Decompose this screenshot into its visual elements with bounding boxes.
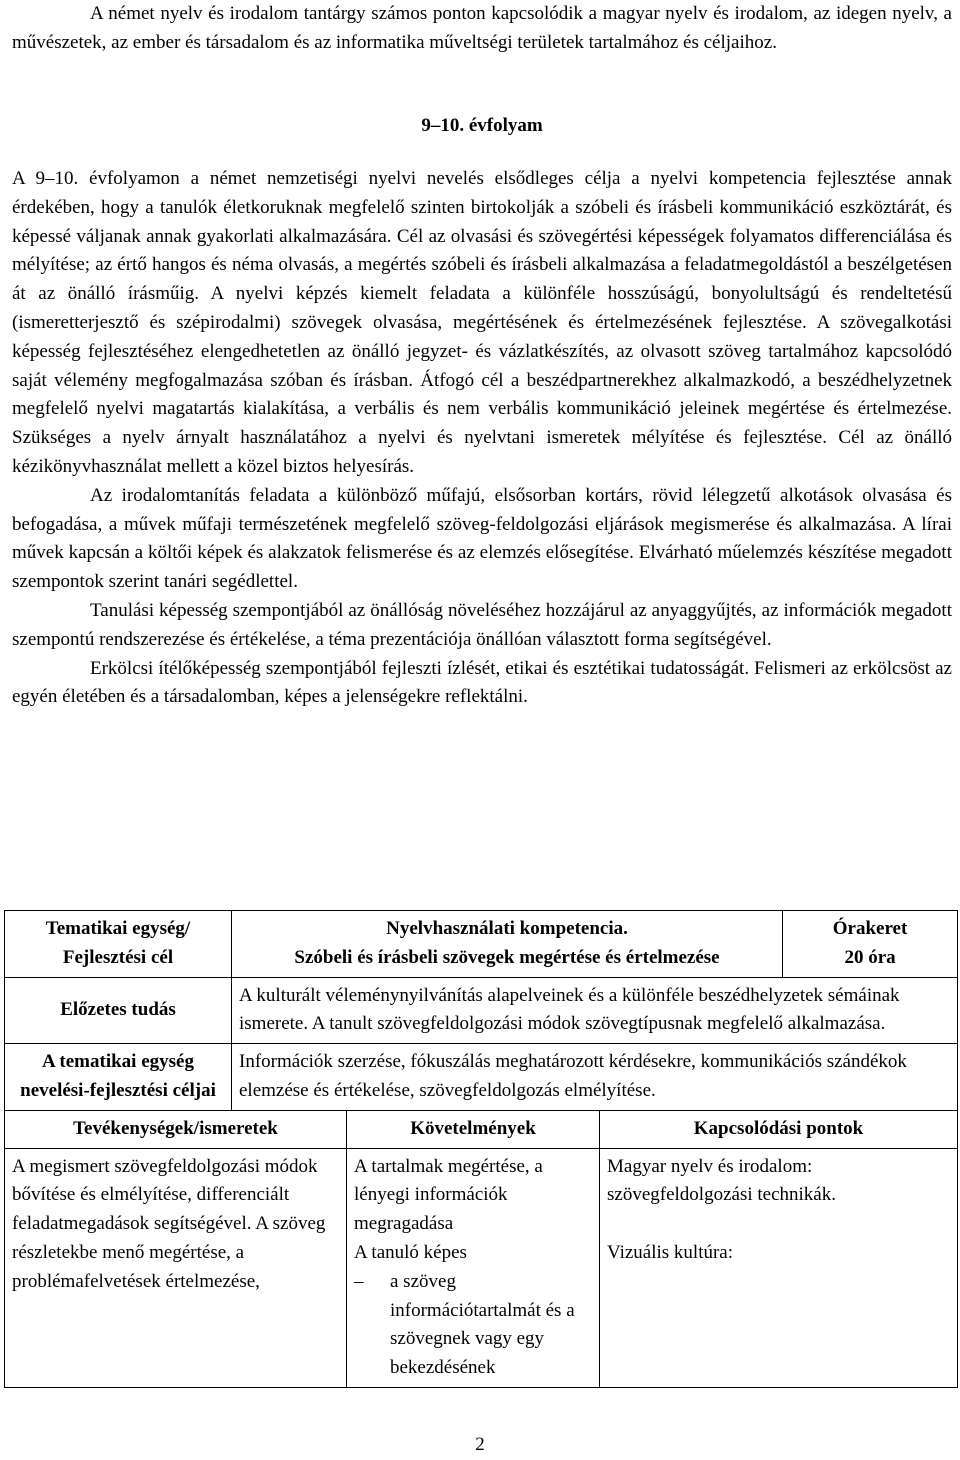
connections-line1: Magyar nyelv és irodalom: szövegfeldolgozási technikák. bbox=[607, 1155, 836, 1206]
body-paragraph-learning: Tanulási képesség szempontjából az önállóság növeléséhez hozzájárul az anyaggyűjtés, az információk megadott szempontú rendszerezése és értékelése, a téma prezentációja önállóan választott forma segítségével. bbox=[12, 599, 952, 650]
body-paragraph-goals: A 9–10. évfolyamon a német nemzetiségi nyelvi nevelés elsődleges célja a nyelvi kompetencia fejlesztése annak érdekében, hogy a tanulók életkoruknak megfelelő szinten birtokolják a szóbeli és írásbeli kommunikáció eszköztárát, és képessé váljanak annak gyakorlati alkalmazására. Cél az olvasási és szövegértési képességek folyamatos differenciálása és mélyítése; az értő hangos és néma olvasás, a megértés szóbeli és írásbeli alkalmazása a feladatmegoldástól a beszélgetésen át az önálló írásműig. A nyelvi képzés kiemelt feladata a különféle hosszúságú, bonyolultságú és rendeltetésű (ismeretterjesztő és szépirodalmi) szövegek olvasása, megértésének és értelmezésének fejlesztése. A szövegalkotási képesség fejlesztéséhez elengedhetetlen az önálló jegyzet- és vázlatkészítés, az olvasott szöveg tartalmához kapcsolódó saját vélemény megfogalmazása szóban és írásban. Átfogó cél a beszédpartnerekhez alkalmazkodó, a beszédhelyzetnek megfelelő nyelvi magatartás kialakítása, a verbális és nem verbális kommunikáció jeleinek megértése és értelmezése. Szükséges a nyelv árnyalt használatához a nyelvi és nyelvtani ismeretek mélyítése és fejlesztése. Cél az önálló kézikönyvhasználat mellett a közel biztos helyesírás. bbox=[12, 168, 952, 477]
intro-paragraph: A német nyelv és irodalom tantárgy számos ponton kapcsolódik a magyar nyelv és irodalom, az idegen nyelv, a művészetek, az ember és társadalom és az informatika műveltségi területek tartalmához és céljaihoz. bbox=[12, 3, 952, 53]
connections-cell bbox=[600, 1148, 958, 1387]
topic-label-cell bbox=[5, 911, 232, 978]
connections-gap bbox=[607, 1210, 950, 1239]
requirements-cell bbox=[347, 1148, 600, 1387]
body-text bbox=[12, 165, 952, 712]
col-header-requirements: Követelmények bbox=[347, 1110, 600, 1148]
prior-text-cell: A kulturált véleménynyilvánítás alapelveinek és a különféle beszédhelyzetek sémáinak ismerete. A tanult szövegfeldolgozási módok szövegtípusnak megfelelő alkalmazása. bbox=[232, 977, 958, 1044]
requirements-list-item bbox=[354, 1268, 592, 1383]
requirements-item-text: a szöveg információtartalmát és a szövegnek vagy egy bekezdésének bbox=[390, 1270, 575, 1379]
hours-cell bbox=[783, 911, 958, 978]
body-paragraph-literature: Az irodalomtanítás feladata a különböző műfajú, elsősorban kortárs, rövid lélegzetű alkotások olvasása és befogadása, a művek műfaji természetének megfelelő szöveg-feldolgozási eljárások megismerése és alkalmazása. A lírai művek kapcsán a költői képek és alakzatok felismerése és az elemzés elősegítése. Elvárható műelemzés készítése megadott szempontok szerint tanári segédlettel. bbox=[12, 484, 952, 593]
requirements-line2: A tanuló képes bbox=[354, 1241, 467, 1263]
col-header-activities: Tevékenységek/ismeretek bbox=[5, 1110, 347, 1148]
goals-label-cell: A tematikai egység nevelési-fejlesztési céljai bbox=[5, 1044, 232, 1111]
requirements-line1: A tartalmak megértése, a lényegi információk megragadása bbox=[354, 1155, 543, 1235]
page-number: 2 bbox=[475, 1434, 485, 1455]
hours-label: Órakeret bbox=[832, 918, 908, 939]
goals-text-cell: Információk szerzése, fókuszálás meghatározott kérdésekre, kommunikációs szándékok elemzése és értékelése, szövegfeldolgozás elmélyítése. bbox=[232, 1044, 958, 1111]
table-row-content bbox=[5, 1148, 958, 1387]
hours-value: 20 óra bbox=[844, 946, 896, 968]
topic-label-line2: Fejlesztési cél bbox=[62, 946, 174, 968]
table-row-column-headers bbox=[5, 1110, 958, 1148]
section-heading: 9–10. évfolyam bbox=[421, 115, 543, 136]
dash-bullet: – bbox=[354, 1270, 364, 1292]
topic-label-line1: Tematikai egység/ bbox=[45, 918, 191, 939]
col-header-connections: Kapcsolódási pontok bbox=[600, 1110, 958, 1148]
topic-title-line2: Szóbeli és írásbeli szövegek megértése és értelmezése bbox=[294, 946, 720, 968]
connections-line2: Vizuális kultúra: bbox=[607, 1241, 734, 1263]
body-paragraph-ethics: Erkölcsi ítélőképesség szempontjából fejleszti ízlését, etikai és esztétikai tudatosságát. Felismeri az erkölcsöst az egyén életében és a társadalomban, képes a jelenségekre reflektálni. bbox=[12, 657, 952, 708]
topic-title-cell bbox=[232, 911, 783, 978]
topic-title-line1: Nyelvhasználati kompetencia. bbox=[386, 918, 628, 939]
table-row-goals bbox=[5, 1044, 958, 1111]
table-row-topic bbox=[5, 911, 958, 978]
prior-label-cell: Előzetes tudás bbox=[5, 977, 232, 1044]
activities-cell: A megismert szövegfeldolgozási módok bővítése és elmélyítése, differenciált feladatmegadások segítségével. A szöveg részletekbe menő megértése, a problémafelvetések értelmezése, bbox=[5, 1148, 347, 1387]
table-row-prior-knowledge bbox=[5, 977, 958, 1044]
thematic-unit-table bbox=[4, 910, 958, 1388]
